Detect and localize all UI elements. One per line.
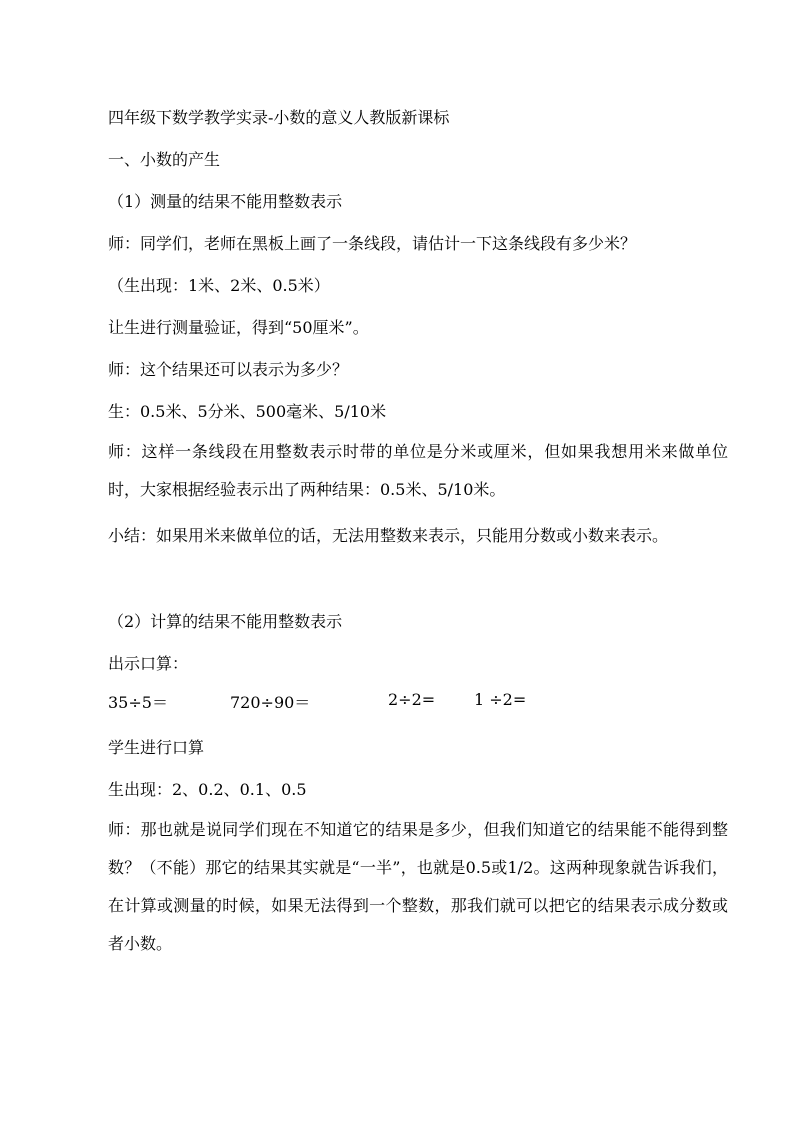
calc-item: 1 ÷2= xyxy=(474,690,527,709)
students-answer: 生：0.5米、5分米、500毫米、5/10米 xyxy=(108,402,387,421)
subsection-heading: （1）测量的结果不能用整数表示 xyxy=(108,192,343,211)
calc-item: 2÷2= xyxy=(388,690,436,709)
section-heading: 一、小数的产生 xyxy=(108,150,221,169)
teacher-question: 师：这个结果还可以表示为多少？ xyxy=(108,360,349,379)
teacher-question: 师：同学们，老师在黑板上画了一条线段，请估计一下这条线段有多少米？ xyxy=(108,234,637,253)
students-guess: （生出现：1米、2米、0.5米） xyxy=(108,276,330,295)
calc-row xyxy=(108,690,668,712)
teacher-conclusion: 师：那也就是说同学们现在不知道它的结果是多少，但我们知道它的结果能不能得到整数？（不能）那它的结果其实就是“一半”，也就是0.5或1/2。这两种现象就告诉我们，在计算或测量的时候，如果无法得到一个整数，那我们就可以把它的结果表示成分数或者小数。 xyxy=(108,820,728,953)
oral-calc-label: 出示口算： xyxy=(108,654,189,673)
students-result: 生出现：2、0.2、0.1、0.5 xyxy=(108,780,307,799)
summary-paragraph: 小结：如果用米来做单位的话，无法用整数来表示，只能用分数或小数来表示。 xyxy=(108,526,669,545)
calc-item: 720÷90＝ xyxy=(230,693,311,712)
students-calc: 学生进行口算 xyxy=(108,738,205,757)
teacher-explanation: 师：这样一条线段在用整数表示时带的单位是分米或厘米，但如果我想用米来做单位时，大家根据经验表示出了两种结果：0.5米、5/10米。 xyxy=(108,442,728,499)
subsection-heading: （2）计算的结果不能用整数表示 xyxy=(108,612,343,631)
measure-verify: 让生进行测量验证，得到“50厘米”。 xyxy=(108,318,369,337)
document-title: 四年级下数学教学实录-小数的意义人教版新课标 xyxy=(108,108,450,127)
calc-item: 35÷5＝ xyxy=(108,693,168,712)
